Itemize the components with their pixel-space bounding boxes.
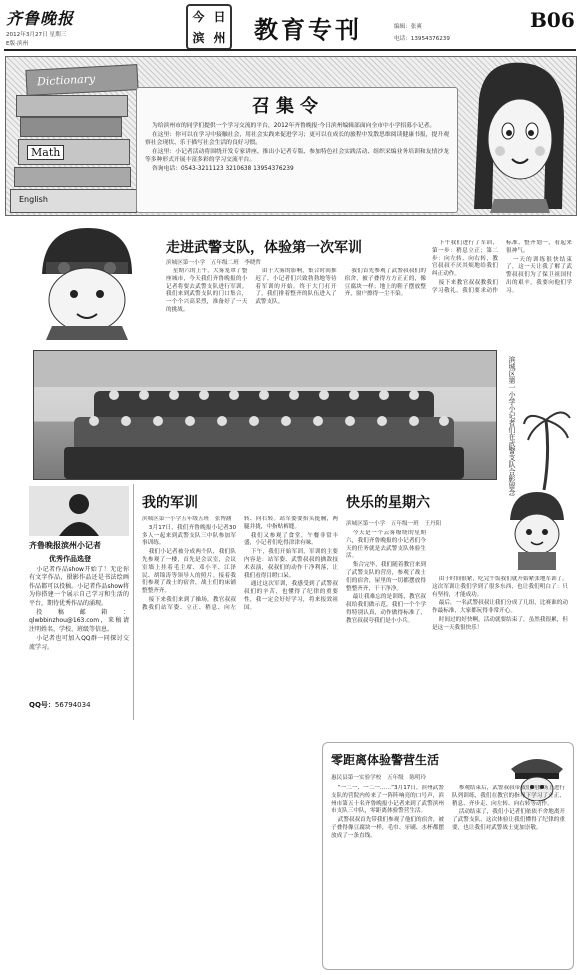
editor-phone: 电话：13954376239 <box>394 36 450 42</box>
article3-paragraph: 今天是一个云雾缭绕的星期六，我们齐鲁晚报的小记者们今天的任务就是去武警支队体验生活。 <box>346 530 426 560</box>
article3-byline: 滨城区第一小学 五年级一班 王丹阳 <box>346 521 442 527</box>
photo-crowd <box>34 351 496 479</box>
edition-label: E版·滨州 <box>6 41 29 47</box>
notice-title: 召集令 <box>252 96 324 117</box>
article1-body-right <box>432 240 572 330</box>
reporter-silhouette-icon <box>29 486 129 536</box>
notice-paragraph: 为给滨州市的同学们提供一个学习交流的平台，2012年齐鲁晚报·今日滨州编辑部面向全市中小学招募小记者。 <box>151 123 436 129</box>
masthead-rule <box>4 49 576 51</box>
article2-paragraph: 通过这次军训，我感受到了武警叔叔们的辛苦，也懂得了纪律的重要性，我一定会好好学习，将来报效祖国。 <box>244 581 338 611</box>
article4-paragraph: 活动结束了，我们小记者们依依不舍地离开了武警支队，这次体验让我们懂得了纪律的重要，也让我们对武警战士更加崇敬。 <box>452 809 565 831</box>
article3-paragraph: 由于时间很紧，吃完午饭我们就开始紧张地军训了。这次军训让我们学到了很多东西，也让我们明白了：只有坚持，才能成功。 <box>432 576 568 598</box>
article1-paragraph: 我们首先参观了武警叔叔们的宿舍，被子叠得方方正正的，像豆腐块一样；地上的鞋子摆放整齐，窗户擦得一尘不染。 <box>344 268 426 298</box>
notice-banner <box>5 56 577 216</box>
article1-title: 走进武警支队，体验第一次军训 <box>166 240 362 256</box>
article4-body <box>331 785 565 963</box>
article2-body <box>142 516 338 712</box>
sidebar-paragraph: 小记者作品show开始了！无论你有文字作品，摄影作品还是书法绘画作品都可以投稿。小记者作品show将为你搭建一个展示自己学习和生活的平台，期待优秀作品的涌现。 <box>29 566 129 607</box>
article2-title: 我的军训 <box>142 495 198 511</box>
article1-paragraph: 下午我们进行了军训，第一步：稍息立正；第二步：向左转、向右转，教官叔叔不厌其烦地给我们纠正动作。 <box>432 240 498 278</box>
article3-title: 快乐的星期六 <box>346 495 430 511</box>
article4-paragraph: 武警叔叔首先带我们参观了他们的宿舍，被子叠得像豆腐块一样，毛巾、牙刷、水杯都摆放成了一条直线。 <box>331 817 445 839</box>
sidebar-heading: 齐鲁晚报滨州小记者 <box>29 541 101 550</box>
section-title: 教育专刊 <box>254 15 362 44</box>
emblem-char: 今 <box>192 10 205 24</box>
article1-paragraph: 接下来教官叔叔教我们学习敬礼，我们要求动作标准、整齐划一，看起来很神气。 <box>432 240 572 294</box>
article2-byline: 滨城区第一小学五年级五班 张博涵 <box>142 516 232 522</box>
article4-byline: 惠民县第一实验学校 五年级 陈明玲 <box>331 775 427 781</box>
article3-body-right <box>432 576 568 710</box>
book-label: Math <box>27 145 64 160</box>
sidebar-paragraph: 投稿邮箱：qlwbbinzhou@163.com，来稿请注明姓名、学校、班级等信息。 <box>29 609 129 633</box>
sidebar-paragraph: 小记者也可加入QQ群一同探讨交流学习。 <box>29 635 129 651</box>
qq-value: 56794034 <box>54 701 91 709</box>
notice-paragraph: 在这里：你可以在学习中接触社会，用社会实践来促进学习；更可以在成长的旅程中发散思维阅读健康书报，提升观察社会现状、乐于描写社会生活的良好习惯。 <box>145 132 449 146</box>
article4-paragraph: “一二一、一二一……”3月17日，滨州武警支队的营院内传来了一阵阵响亮的口号声，滨州市第五十名齐鲁晚报小记者来到了武警滨州市支队三中队，零距离体验警营生活。 <box>331 785 444 815</box>
book-plain <box>14 167 131 187</box>
today-binzhou-emblem <box>186 4 232 50</box>
sidebar-subheading: 优秀作品选登 <box>49 555 91 563</box>
book-plain <box>16 95 128 117</box>
article4-paragraph: 参观结束后，武警叔叔带我们到操场上进行队列训练，我们在教官的指导下学习了立正、稍息、齐步走、向左转、向右转等动作。 <box>452 785 565 807</box>
book-plain <box>20 117 122 137</box>
notice-contact: 咨询电话：0543-3211123 3210638 13954376239 <box>151 166 294 172</box>
book-english <box>10 189 137 213</box>
girl-illustration <box>464 59 574 213</box>
emblem-char: 州 <box>213 31 226 45</box>
editor-name: 编辑：张爽 <box>394 24 422 30</box>
article4-title: 零距离体验警营生活 <box>331 753 440 767</box>
article1-paragraph: 一天的训练很快结束了，这一天让我了解了武警叔叔们为了保卫祖国付出的艰辛，我要向他们学习。 <box>506 256 572 294</box>
article3-paragraph: 时间过的好快啊，活动就要结束了，虽然我很累，但是这一天我很快乐！ <box>432 616 568 631</box>
article2-paragraph: 接下来我们来到了操场，教官叔叔教我们站军姿、立正、稍息、向左转、向右转。站军姿要抬头挺胸，两腿并拢，中指贴裤缝。 <box>142 516 338 611</box>
masthead <box>0 0 580 52</box>
article4-box <box>322 742 574 970</box>
book-label: English <box>19 195 48 204</box>
sidebar-qq <box>29 700 91 710</box>
article3-body-left <box>346 530 426 710</box>
article2-paragraph: 3月17日，我们齐鲁晚报小记者30多人一起来到武警支队三中队参加军事训练。 <box>142 524 236 547</box>
sidebar-body <box>29 566 129 696</box>
soldier-mascot-illustration <box>504 490 570 570</box>
palm-tree-illustration <box>522 400 572 490</box>
qq-label: QQ号： <box>29 701 55 709</box>
sidebar-box <box>25 484 134 720</box>
article3-paragraph: 最让我难忘的是训练，教官叔叔给我们做示范，我们一个个学得特别认真，动作做得标准了，教官叔叔夸我们是小小兵。 <box>346 594 426 624</box>
article3-paragraph: 集合完毕，我们随着教官来到了武警支队的营房，参观了战士们的宿舍，屋里的一切都摆放得整整齐齐，干干净净。 <box>346 562 426 592</box>
article3-paragraph: 最后，一名武警叔叔让我们分成了几组，比赛谁的动作最标准，大家都玩得非常开心。 <box>432 600 568 615</box>
article2-paragraph: 下午，我们开始军训，军训的主要内容是：站军姿、武警叔叔的擒敌技术表演，叔叔们的动作干净利落，让我们看得目瞪口呆。 <box>244 549 338 579</box>
group-photo <box>33 350 497 480</box>
article1-paragraph: 由于大雾的影响，集合时间推迟了，小记者们兴致勃勃地等待着军训的开始。终于大门打开了，我们排着整齐的队伍进入了武警支队。 <box>255 268 337 306</box>
article1-paragraph: 星期六的上午，大雾笼罩了整座城市，今天我们齐鲁晚报的小记者将要去武警支队进行军训。我们来到武警支队的门口集合，一个个兴高采烈，准备好了一天的挑战。 <box>166 268 248 313</box>
emblem-char: 日 <box>213 10 226 24</box>
article1-byline: 滨城区第一小学 五年级二班 李晓哲 <box>166 260 262 266</box>
article2-paragraph: 我们小记者被分成两个队，我们队先参观了一楼，首先是会议室，会议室墙上挂着毛主席、邓小平、江泽民、胡锦涛等领导人的照片。接着我们参观了战士的宿舍，战士们的床铺整整齐齐。 <box>142 549 236 595</box>
soldier-cartoon-helmet <box>32 222 142 340</box>
date-line: 2012年3月27日 星期三 <box>6 32 67 38</box>
paper-name: 齐鲁晚报 <box>6 9 75 28</box>
notice-paragraph: 在这里：小记者活动将围绕开发专家讲座、推出小记者专版、参加特色社会实践活动、组织采编业务培训和友情沙龙等多种形式开展丰富多彩的学习交流平台。 <box>145 149 449 163</box>
notice-board <box>136 87 458 213</box>
photo-caption: 滨城区第一小学小记者们在武警支队合影留念 <box>508 356 516 496</box>
notice-text <box>145 122 449 208</box>
page-number: B06 <box>530 8 575 32</box>
book-label: Dictionary <box>36 72 96 89</box>
article1-body <box>166 268 426 332</box>
book-math <box>18 139 130 165</box>
article2-paragraph: 我们又参观了食堂，午餐非常丰盛，小记者们吃得津津有味。 <box>244 532 338 547</box>
emblem-char: 滨 <box>192 31 205 45</box>
